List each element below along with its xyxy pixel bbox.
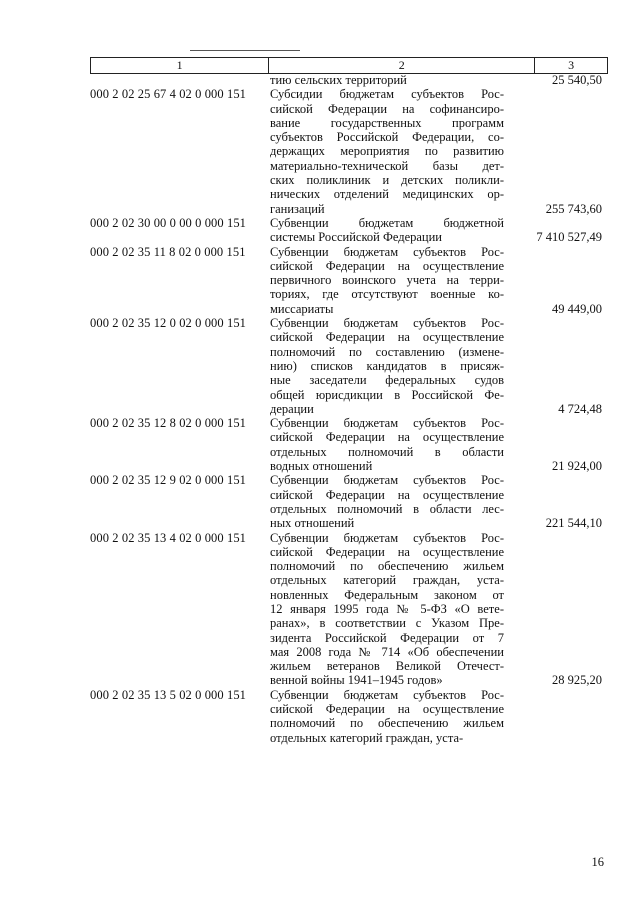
item-description <box>270 73 504 87</box>
table-row <box>90 316 606 416</box>
amount-value: 7 410 527,49 <box>536 230 602 245</box>
budget-code: 000 2 02 35 13 5 02 0 000 151 <box>90 687 247 702</box>
item-description <box>270 87 504 216</box>
item-description <box>270 245 504 316</box>
description-line: отдельных категорий граждан, уста- <box>270 730 464 745</box>
description-line: ториях, где отсутствуют военные ко- <box>270 287 504 302</box>
description-line: новленных Федеральным законом от <box>270 587 504 602</box>
budget-code: 000 2 02 35 11 8 02 0 000 151 <box>90 244 246 259</box>
budget-code: 000 2 02 30 00 0 00 0 000 151 <box>90 215 247 230</box>
description-line: отдельных полномочий в области лес- <box>270 501 504 516</box>
description-line: ные заседатели федеральных судов <box>270 373 504 388</box>
description-line: сийской Федерации на софинансиро- <box>270 101 504 116</box>
item-description <box>270 531 504 688</box>
budget-code: 000 2 02 35 12 0 02 0 000 151 <box>90 316 247 331</box>
description-line: отдельных полномочий в области <box>270 444 504 459</box>
amount-value: 255 743,60 <box>545 201 602 216</box>
description-line: полномочий по обеспечению жильем <box>270 716 504 731</box>
description-line: общей юрисдикции в Российской Фе- <box>270 387 504 402</box>
table-row <box>90 473 606 530</box>
description-line: Субвенции бюджетам субъектов Рос- <box>270 530 504 545</box>
header-col-2: 2 <box>269 58 535 73</box>
budget-code: 000 2 02 35 12 9 02 0 000 151 <box>90 473 247 488</box>
table-row <box>90 688 606 745</box>
header-col-1: 1 <box>91 58 269 73</box>
description-line: субъектов Российской Федерации, со- <box>270 130 504 145</box>
item-description <box>270 416 504 473</box>
description-line: отдельных категорий граждан, уста- <box>270 573 504 588</box>
description-line: миссариаты <box>270 301 334 316</box>
amount-value: 49 449,00 <box>552 301 602 316</box>
table-row <box>90 416 606 473</box>
description-line: ранах», в соответствии с Указом Пре- <box>270 616 504 631</box>
description-line: сийской Федерации на осуществление <box>270 430 504 445</box>
description-line: сийской Федерации на осуществление <box>270 330 504 345</box>
item-description <box>270 216 504 245</box>
table-row <box>90 531 606 688</box>
description-line: системы Российской Федерации <box>270 230 442 245</box>
description-line: полномочий по составлению (измене- <box>270 344 504 359</box>
description-line: сийской Федерации на осуществление <box>270 702 504 717</box>
description-line: 12 января 1995 года № 5-ФЗ «О вете- <box>270 601 504 616</box>
budget-code: 000 2 02 35 12 8 02 0 000 151 <box>90 416 247 431</box>
item-description <box>270 688 504 745</box>
table-row <box>90 216 606 245</box>
description-line: материально-технической базы дет- <box>270 158 504 173</box>
budget-code: 000 2 02 25 67 4 02 0 000 151 <box>90 87 247 102</box>
description-line: Субвенции бюджетам субъектов Рос- <box>270 316 504 331</box>
budget-table <box>90 73 606 745</box>
table-row <box>90 73 606 87</box>
description-line: Субвенции бюджетам бюджетной <box>270 215 504 230</box>
description-line: сийской Федерации на осуществление <box>270 544 504 559</box>
table-row <box>90 245 606 316</box>
description-line: ских поликлиник и детских поликли- <box>270 173 504 188</box>
table-header <box>90 57 608 74</box>
description-line: держащих мероприятия по развитию <box>270 144 504 159</box>
description-line: ганизаций <box>270 201 325 216</box>
description-line: Субвенции бюджетам субъектов Рос- <box>270 687 504 702</box>
budget-code: 000 2 02 35 13 4 02 0 000 151 <box>90 530 247 545</box>
amount-value: 28 925,20 <box>552 673 602 688</box>
description-line: Субвенции бюджетам субъектов Рос- <box>270 473 504 488</box>
description-line: тию сельских территорий <box>270 73 407 87</box>
description-line: нию) списков кандидатов в присяж- <box>270 358 504 373</box>
description-line: полномочий по обеспечению жильем <box>270 559 504 574</box>
description-line: Субсидии бюджетам субъектов Рос- <box>270 87 504 102</box>
table-row <box>90 87 606 216</box>
item-description <box>270 316 504 416</box>
description-line: сийской Федерации на осуществление <box>270 258 504 273</box>
page-number: 16 <box>591 855 604 869</box>
description-line: дерации <box>270 401 314 416</box>
description-line: сийской Федерации на осуществление <box>270 487 504 502</box>
header-col-3: 3 <box>568 58 575 72</box>
item-description <box>270 473 504 530</box>
description-line: мая 2008 года № 714 «Об обеспечении <box>270 644 504 659</box>
amount-value: 21 924,00 <box>552 459 602 474</box>
description-line: Субвенции бюджетам субъектов Рос- <box>270 244 504 259</box>
description-line: водных отношений <box>270 459 373 474</box>
description-line: вание государственных программ <box>270 115 504 130</box>
amount-value: 25 540,50 <box>552 73 602 87</box>
amount-value: 221 544,10 <box>545 516 602 531</box>
description-line: первичного воинского учета на терри- <box>270 273 504 288</box>
description-line: зидента Российской Федерации от 7 <box>270 630 504 645</box>
description-line: венной войны 1941–1945 годов» <box>270 673 443 688</box>
description-line: нических отделений медицинских ор- <box>270 187 504 202</box>
description-line: жильем ветеранов Великой Отечест- <box>270 659 504 674</box>
amount-value: 4 724,48 <box>558 401 602 416</box>
description-line: ных отношений <box>270 516 355 531</box>
top-rule <box>190 50 300 51</box>
description-line: Субвенции бюджетам субъектов Рос- <box>270 416 504 431</box>
